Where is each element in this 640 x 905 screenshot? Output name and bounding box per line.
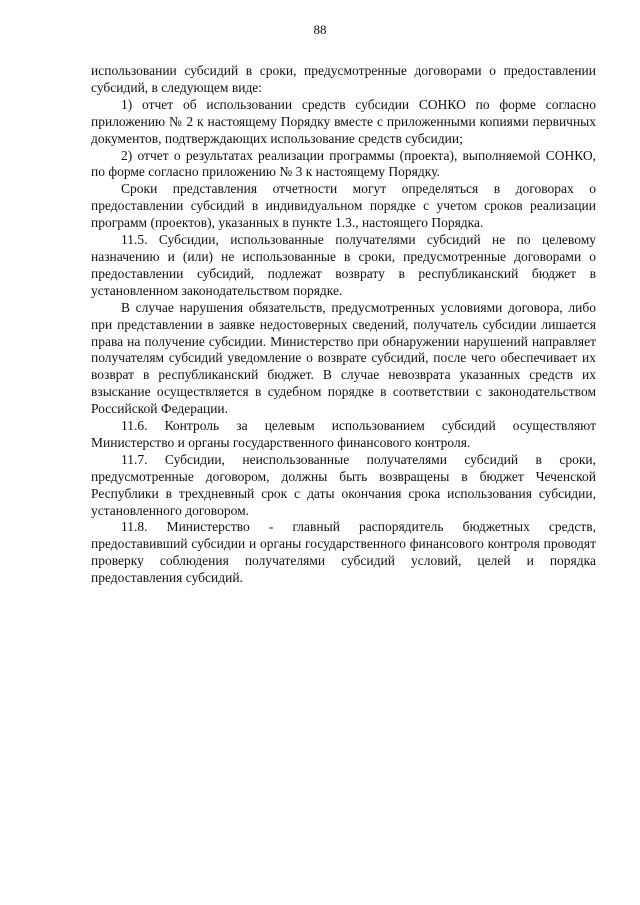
paragraph-report-item-1: 1) отчет об использовании средств субсидии СОНКО по форме согласно приложению № 2 к настоящему Порядку вместе с приложенными копиями первичных документов, подтверждающих использование средств субсидии; — [91, 96, 596, 146]
paragraph-11-5: 11.5. Субсидии, использованные получателями субсидий не по целевому назначению и (или) не использованные в сроки, предусмотренные договорами о предоставлении субсидий, подлежат возврату в республиканский бюджет в установленном законодательством порядке. — [91, 232, 596, 298]
paragraph-reporting-deadlines: Сроки представления отчетности могут определяться в договорах о предоставлении субсидий в индивидуальном порядке с учетом сроков реализации программ (проектов), указанных в пункте 1.3., настоящего Порядка. — [91, 181, 596, 231]
paragraph-11-6: 11.6. Контроль за целевым использованием субсидий осуществляют Министерство и органы государственного финансового контроля. — [91, 418, 596, 450]
paragraph-report-item-2: 2) отчет о результатах реализации программы (проекта), выполняемой СОНКО, по форме согласно приложению № 3 к настоящему Порядку. — [91, 147, 596, 180]
paragraph-continuation: использовании субсидий в сроки, предусмотренные договорами о предоставлении субсидий, в следующем виде: — [91, 63, 596, 95]
paragraph-11-8: 11.8. Министерство - главный распорядитель бюджетных средств, предоставивший субсидии и органы государственного финансового контроля проводят проверку соблюдения получателями субсидий условий, целей и порядка предоставления субсидий. — [91, 519, 596, 586]
page-number: 88 — [313, 22, 327, 37]
paragraph-11-7: 11.7. Субсидии, неиспользованные получателями субсидий в сроки, предусмотренные договором, должны быть возвращены в бюджет Чеченской Республики в трехдневный срок с даты окончания срока использования субсидии, установленного договором. — [91, 451, 596, 518]
document-body — [91, 63, 596, 587]
paragraph-violations: В случае нарушения обязательств, предусмотренных условиями договора, либо при представлении в заявке недостоверных сведений, получатель субсидии лишается права на получение субсидии. Министерство при обнаружении нарушений направляет получателям субсидий уведомление о возврате субсидий, после чего обеспечивает их возврат в республиканский бюджет. В случае невозврата указанных средств их взыскание осуществляется в судебном порядке в соответствии с законодательством Российской Федерации. — [91, 299, 596, 417]
